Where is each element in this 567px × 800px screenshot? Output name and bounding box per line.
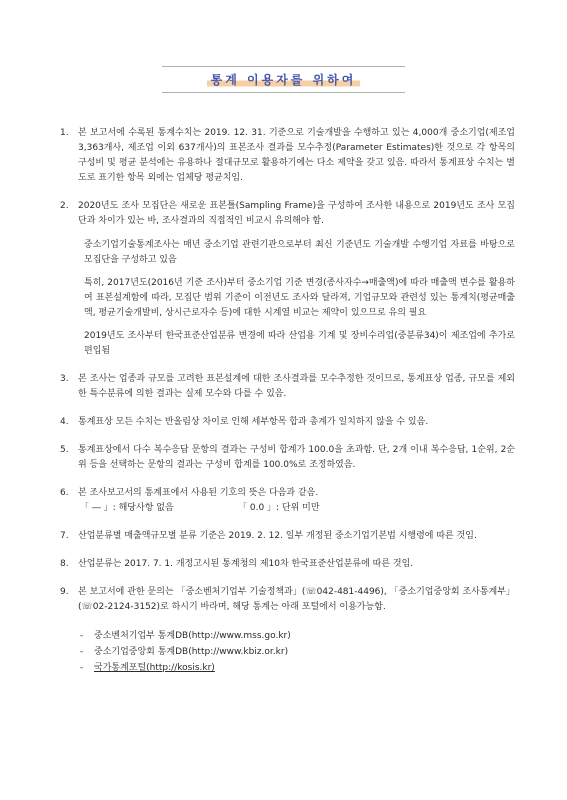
item-number: 4. — [60, 417, 69, 427]
item-body — [78, 529, 515, 544]
notice-item — [60, 199, 515, 359]
portal-links — [60, 628, 515, 676]
item-number: 7. — [60, 531, 69, 541]
portal-link[interactable]: 중소기업중앙회 통계DB(http://www.kbiz.or.kr) — [94, 647, 289, 657]
sub-paragraph: 특히, 2017년도(2016년 기준 조사)부터 중소기업 기준 변경(종사자수→매출액)에 따라 매출액 변수를 활용하여 표본설계함에 따라, 모집단 범위 기준이 이전년도 조사와 달라져, 기업규모와 관련성 있는 통계치(평균매출액, 평균기술개발비, 상시근로자수 등)에 대한 시계열 비교는 제약이 있으므로 유의 필요 — [84, 278, 515, 318]
item-number: 5. — [60, 445, 69, 455]
notice-item — [60, 486, 515, 516]
bullet-dash: - — [80, 647, 84, 657]
item-body — [78, 557, 515, 572]
notice-item — [60, 585, 515, 615]
page-title: 통계 이용자를 위하여 — [207, 71, 361, 88]
notice-item — [60, 415, 515, 430]
item-text: 산업분류별 매출액규모별 분류 기준은 2019. 2. 12. 일부 개정된 중소기업기본법 시행령에 따른 것임. — [78, 531, 477, 541]
item-body — [78, 443, 515, 473]
bullet-dash: - — [80, 663, 84, 673]
item-text: 통계표상에서 다수 복수응답 문항의 결과는 구성비 합계가 100.0을 초과함. 단, 2개 이내 복수응답, 1순위, 2순위 등을 선택하는 문항의 결과는 구성비 합계를 100.0%로 조정하였음. — [78, 445, 515, 470]
bullet-dash: - — [80, 631, 84, 641]
symbol-legend — [78, 501, 515, 516]
portal-link[interactable]: 중소벤처기업부 통계DB(http://www.mss.go.kr) — [94, 631, 291, 641]
item-body — [78, 126, 515, 186]
item-body — [78, 372, 515, 402]
item-text: 통계표상 모든 수치는 반올림상 차이로 인해 세부항목 합과 총계가 일치하지 않을 수 있음. — [78, 417, 429, 427]
item-body — [78, 199, 515, 359]
sub-paragraph: 2019년도 조사부터 한국표준산업분류 변경에 따라 산업용 기계 및 장비수리업(중분류34)이 제조업에 추가로 편입됨 — [84, 331, 515, 356]
item-text: 2020년도 조사 모집단은 새로운 표본틀(Sampling Frame)을 구성하여 조사한 내용으로 2019년도 조사 모집단과 차이가 있는 바, 조사결과의 직접적인 비교시 유의해야 함. — [78, 201, 515, 226]
portal-link-row — [80, 644, 515, 660]
notice-item — [60, 372, 515, 402]
item-text: 본 보고서에 수록된 통계수치는 2019. 12. 31. 기준으로 기술개발을 수행하고 있는 4,000개 중소기업(제조업 3,363개사, 제조업 이외 637개사)의 표본조사 결과를 모수추정(Parameter Estimates)한 것으로 각 항목의 구성비 및 평균 분석에는 유용하나 절대규모로 활용하기에는 다소 제약을 갖고 있음. 따라서 통계표상 수치는 별도로 표기한 항목 외에는 업체당 평균치임. — [78, 128, 515, 183]
notice-item — [60, 443, 515, 473]
item-number: 2. — [60, 201, 69, 211]
sub-paragraph: 중소기업기술통계조사는 매년 중소기업 관련기관으로부터 최신 기준년도 기술개발 수행기업 자료를 바탕으로 모집단을 구성하고 있음 — [84, 240, 515, 265]
notice-item — [60, 529, 515, 544]
item-body — [78, 415, 515, 430]
item-number: 9. — [60, 587, 69, 597]
portal-link-row — [80, 628, 515, 644]
item-text: 본 보고서에 관한 문의는 「중소벤처기업부 기술정책과」(☏042-481-4496), 「중소기업중앙회 조사통계부」(☏02-2124-3152)로 하시기 바라며, 해당 통계는 아래 포털에서 이용가능함. — [78, 587, 515, 612]
item-number: 1. — [60, 128, 69, 138]
title-box — [162, 66, 405, 93]
notice-list — [60, 126, 515, 676]
item-text: 본 조사보고서의 통계표에서 사용된 기호의 뜻은 다음과 같음. — [78, 488, 319, 498]
portal-link-row — [80, 660, 515, 676]
notice-item — [60, 557, 515, 572]
item-text: 산업분류는 2017. 7. 1. 개정고시된 통계청의 제10차 한국표준산업분류에 따른 것임. — [78, 559, 414, 569]
portal-link[interactable]: 국가통계포털(http://kosis.kr) — [94, 663, 215, 673]
item-number: 8. — [60, 559, 69, 569]
item-text: 본 조사는 업종과 규모를 고려한 표본설계에 대한 조사결과를 모수추정한 것이므로, 통계표상 업종, 규모를 제외한 특수분류에 의한 결과는 실제 모수와 다를 수 있음. — [78, 374, 515, 399]
notice-item — [60, 126, 515, 186]
item-body — [78, 585, 515, 615]
item-number: 3. — [60, 374, 69, 384]
symbol-below-unit: 「 0.0 」: 단위 미만 — [238, 503, 320, 513]
symbol-none: 「 ― 」: 해당사항 없음 — [80, 503, 174, 513]
item-number: 6. — [60, 488, 69, 498]
item-body — [78, 486, 515, 516]
